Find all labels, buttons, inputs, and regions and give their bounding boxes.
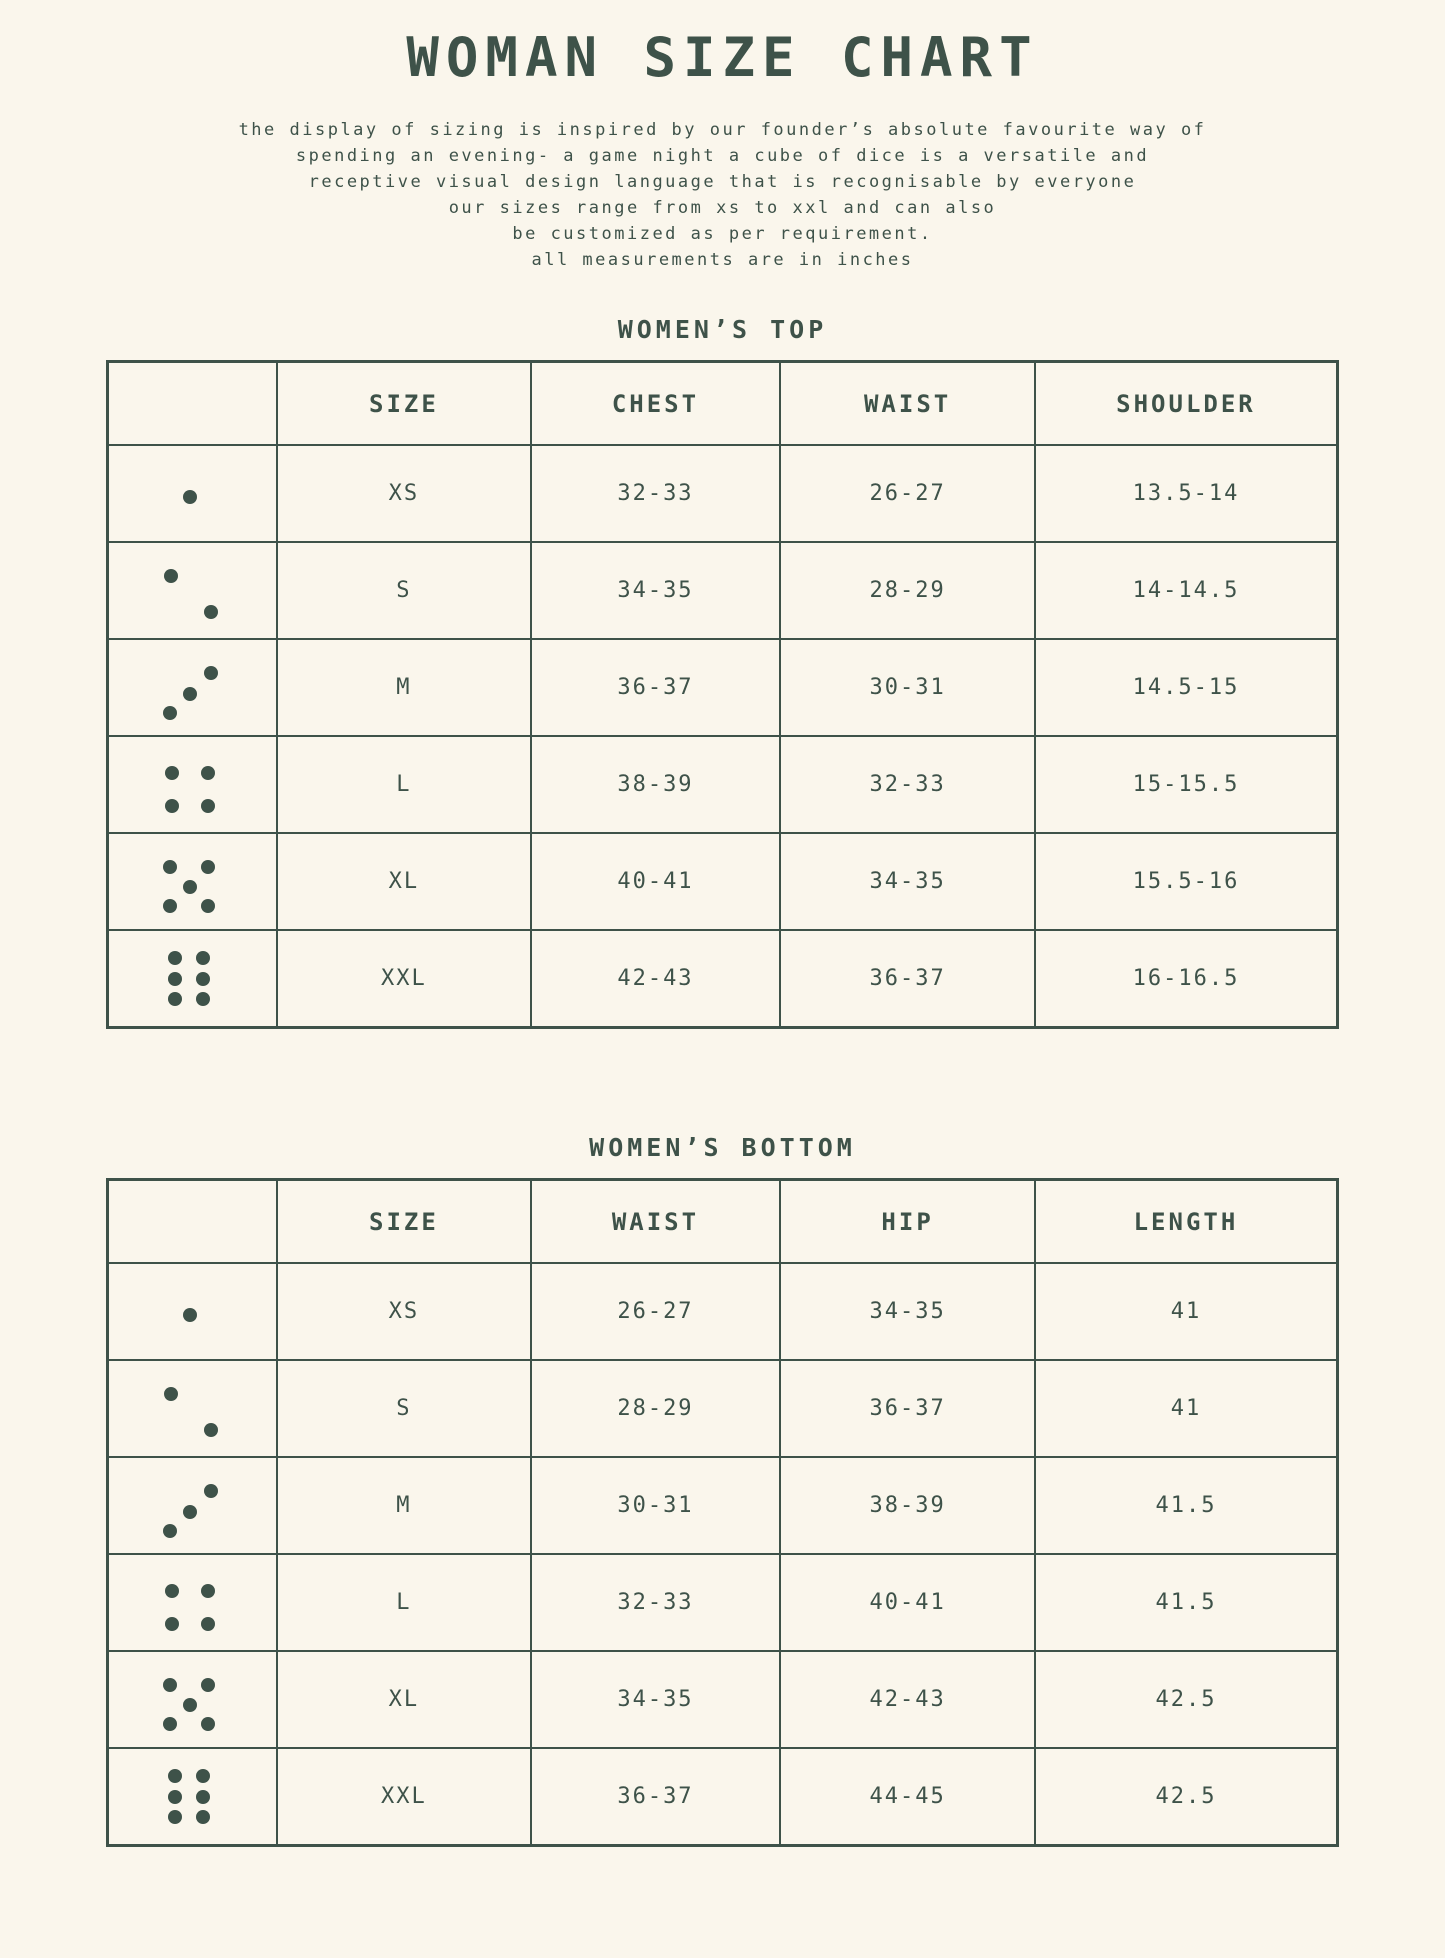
- table-row: [108, 1457, 1338, 1554]
- dice-column-header: [108, 1179, 278, 1263]
- dice-cell: [108, 833, 278, 930]
- die-pip: [183, 490, 197, 504]
- measurement-cell: 32-33: [531, 445, 781, 542]
- womens-bottom-heading: WOMEN’S BOTTOM: [589, 1132, 856, 1162]
- table-row: [108, 1651, 1338, 1748]
- womens-top-heading: WOMEN’S TOP: [617, 314, 828, 344]
- measurement-cell: 14.5-15: [1035, 639, 1338, 736]
- measurement-cell: 32-33: [531, 1554, 781, 1651]
- intro-line: our sizes range from xs to xxl and can also: [448, 197, 997, 218]
- measurement-cell: 40-41: [780, 1554, 1035, 1651]
- measurement-cell: 15-15.5: [1035, 736, 1338, 833]
- die-pip: [163, 1717, 177, 1731]
- die-pip: [168, 1790, 182, 1804]
- measurement-cell: 44-45: [780, 1748, 1035, 1845]
- measurement-cell: 40-41: [531, 833, 781, 930]
- intro-line: the display of sizing is inspired by our founder’s absolute favourite way of: [238, 119, 1207, 140]
- die-pip: [201, 1717, 215, 1731]
- die-pip: [204, 666, 218, 680]
- die-pip: [168, 992, 182, 1006]
- table-row: [108, 1263, 1338, 1360]
- size-cell: M: [277, 639, 530, 736]
- measurement-cell: 30-31: [531, 1457, 781, 1554]
- die-pip: [163, 1678, 177, 1692]
- dice-cell: [108, 1360, 278, 1457]
- dice-cell: [108, 1457, 278, 1554]
- dice-4-icon: [157, 749, 229, 821]
- die-pip: [196, 1790, 210, 1804]
- dice-3-icon: [157, 652, 229, 724]
- die-pip: [196, 1769, 210, 1783]
- die-pip: [164, 569, 178, 583]
- table-row: [108, 445, 1338, 542]
- measurement-cell: 41.5: [1035, 1554, 1338, 1651]
- header-row: [108, 1179, 1338, 1263]
- die-pip: [183, 1505, 197, 1519]
- table-row: [108, 833, 1338, 930]
- die-pip: [165, 1584, 179, 1598]
- die-pip: [201, 1678, 215, 1692]
- measurement-cell: 32-33: [780, 736, 1035, 833]
- measurement-cell: 26-27: [531, 1263, 781, 1360]
- measurement-cell: 14-14.5: [1035, 542, 1338, 639]
- die-pip: [196, 972, 210, 986]
- dice-cell: [108, 930, 278, 1027]
- column-header: HIP: [780, 1179, 1035, 1263]
- header-row: [108, 361, 1338, 445]
- measurement-cell: 41.5: [1035, 1457, 1338, 1554]
- dice-3-icon: [157, 1470, 229, 1542]
- dice-1-icon: [157, 458, 229, 530]
- die-pip: [201, 1617, 215, 1631]
- die-pip: [201, 899, 215, 913]
- table-row: [108, 1748, 1338, 1845]
- dice-1-icon: [157, 1276, 229, 1348]
- die-pip: [196, 1810, 210, 1824]
- size-cell: XS: [277, 1263, 530, 1360]
- die-pip: [201, 1584, 215, 1598]
- measurement-cell: 36-37: [780, 930, 1035, 1027]
- measurement-cell: 36-37: [531, 639, 781, 736]
- size-cell: XL: [277, 833, 530, 930]
- measurement-cell: 34-35: [780, 833, 1035, 930]
- die-pip: [201, 860, 215, 874]
- dice-2-icon: [157, 1373, 229, 1445]
- measurement-cell: 28-29: [531, 1360, 781, 1457]
- measurement-cell: 41: [1035, 1360, 1338, 1457]
- die-pip: [196, 992, 210, 1006]
- table-row: [108, 930, 1338, 1027]
- dice-cell: [108, 445, 278, 542]
- measurement-cell: 30-31: [780, 639, 1035, 736]
- die-pip: [183, 1698, 197, 1712]
- die-pip: [165, 766, 179, 780]
- die-pip: [196, 951, 210, 965]
- measurement-cell: 34-35: [531, 1651, 781, 1748]
- column-header: SIZE: [277, 361, 530, 445]
- dice-5-icon: [157, 846, 229, 918]
- intro-line: spending an evening- a game night a cube of dice is a versatile and: [295, 145, 1150, 166]
- measurement-cell: 28-29: [780, 542, 1035, 639]
- measurement-cell: 34-35: [531, 542, 781, 639]
- measurement-cell: 36-37: [780, 1360, 1035, 1457]
- die-pip: [165, 799, 179, 813]
- womens-bottom-table: [106, 1178, 1339, 1847]
- dice-column-header: [108, 361, 278, 445]
- die-pip: [204, 1484, 218, 1498]
- column-header: SHOULDER: [1035, 361, 1338, 445]
- measurement-cell: 36-37: [531, 1748, 781, 1845]
- measurement-cell: 42-43: [780, 1651, 1035, 1748]
- die-pip: [163, 706, 177, 720]
- measurement-cell: 16-16.5: [1035, 930, 1338, 1027]
- womens-bottom-section: [0, 1133, 1445, 1847]
- measurement-cell: 41: [1035, 1263, 1338, 1360]
- measurement-cell: 42.5: [1035, 1651, 1338, 1748]
- womens-top-table: [106, 360, 1339, 1029]
- dice-6-icon: [157, 943, 229, 1015]
- die-pip: [163, 860, 177, 874]
- dice-cell: [108, 1554, 278, 1651]
- dice-cell: [108, 1263, 278, 1360]
- measurement-cell: 42.5: [1035, 1748, 1338, 1845]
- dice-cell: [108, 639, 278, 736]
- measurement-cell: 42-43: [531, 930, 781, 1027]
- dice-5-icon: [157, 1664, 229, 1736]
- column-header: LENGTH: [1035, 1179, 1338, 1263]
- die-pip: [183, 880, 197, 894]
- die-pip: [204, 605, 218, 619]
- die-pip: [201, 799, 215, 813]
- dice-cell: [108, 736, 278, 833]
- dice-2-icon: [157, 555, 229, 627]
- dice-cell: [108, 542, 278, 639]
- die-pip: [165, 1617, 179, 1631]
- intro-line: receptive visual design language that is recognisable by everyone: [308, 171, 1137, 192]
- dice-cell: [108, 1651, 278, 1748]
- measurement-cell: 13.5-14: [1035, 445, 1338, 542]
- column-header: SIZE: [277, 1179, 530, 1263]
- die-pip: [168, 1769, 182, 1783]
- intro-line: all measurements are in inches: [531, 249, 914, 270]
- size-cell: L: [277, 736, 530, 833]
- dice-6-icon: [157, 1761, 229, 1833]
- die-pip: [163, 899, 177, 913]
- measurement-cell: 15.5-16: [1035, 833, 1338, 930]
- column-header: CHEST: [531, 361, 781, 445]
- table-row: [108, 736, 1338, 833]
- dice-cell: [108, 1748, 278, 1845]
- die-pip: [168, 972, 182, 986]
- table-row: [108, 639, 1338, 736]
- column-header: WAIST: [531, 1179, 781, 1263]
- size-cell: S: [277, 542, 530, 639]
- die-pip: [164, 1387, 178, 1401]
- page-title: WOMAN SIZE CHART: [406, 26, 1039, 89]
- die-pip: [183, 687, 197, 701]
- table-row: [108, 1360, 1338, 1457]
- die-pip: [163, 1524, 177, 1538]
- die-pip: [204, 1423, 218, 1437]
- measurement-cell: 26-27: [780, 445, 1035, 542]
- size-cell: XXL: [277, 1748, 530, 1845]
- intro-line: be customized as per requirement.: [512, 223, 933, 244]
- dice-4-icon: [157, 1567, 229, 1639]
- size-cell: XS: [277, 445, 530, 542]
- measurement-cell: 38-39: [780, 1457, 1035, 1554]
- table-row: [108, 542, 1338, 639]
- column-header: WAIST: [780, 361, 1035, 445]
- die-pip: [183, 1308, 197, 1322]
- womens-top-section: [0, 315, 1445, 1029]
- intro-text: [0, 117, 1445, 273]
- size-cell: XL: [277, 1651, 530, 1748]
- die-pip: [168, 951, 182, 965]
- size-cell: L: [277, 1554, 530, 1651]
- die-pip: [201, 766, 215, 780]
- size-cell: S: [277, 1360, 530, 1457]
- table-row: [108, 1554, 1338, 1651]
- size-cell: XXL: [277, 930, 530, 1027]
- measurement-cell: 38-39: [531, 736, 781, 833]
- size-cell: M: [277, 1457, 530, 1554]
- measurement-cell: 34-35: [780, 1263, 1035, 1360]
- die-pip: [168, 1810, 182, 1824]
